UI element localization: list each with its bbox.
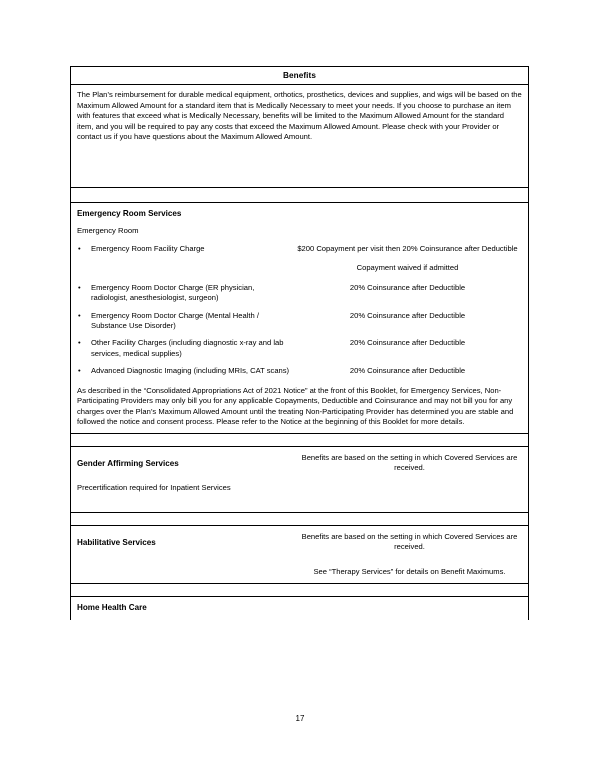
habilitative-benefit-extra: See “Therapy Services” for details on Benefit Maximums. xyxy=(313,566,506,576)
home-health-section-row xyxy=(71,597,529,621)
service-label: Emergency Room Facility Charge xyxy=(91,244,205,253)
emergency-room-sublabel: Emergency Room xyxy=(77,226,139,235)
habilitative-benefit: Benefits are based on the setting in which Covered Services are received. xyxy=(301,532,518,552)
benefit-value: $200 Copayment per visit then 20% Coinsurance after Deductible xyxy=(297,244,518,253)
benefit-value-wrap xyxy=(291,366,528,376)
benefit-row xyxy=(71,366,528,376)
gender-affirming-benefit: Benefits are based on the setting in which Covered Services are received. xyxy=(301,452,518,473)
emergency-room-section-row xyxy=(71,203,529,434)
habilitative-extra-row xyxy=(71,553,528,583)
dme-paragraph-cell xyxy=(71,85,529,188)
benefit-row xyxy=(71,311,528,332)
bullet-icon: • xyxy=(78,310,81,320)
benefit-value: 20% Coinsurance after Deductible xyxy=(349,366,466,376)
benefit-value-wrap xyxy=(291,283,528,304)
benefits-table xyxy=(70,66,529,620)
dme-paragraph-text: The Plan’s reimbursement for durable medical equipment, orthotics, prosthetics, devices and supplies, and wigs will be based on the Maximum Allowed Amount for a standard item that is Medically Necessary to meet your needs. If you choose to purchase an item with features that exceed what is Medically Necessary, benefits will be limited to the Maximum Allowed Amount for the standard item, and you will be required to pay any costs that exceed the Maximum Allowed Amount. Please check with your Provider or contact us if you have questions about the Maximum Allowed Amount. xyxy=(77,90,522,142)
spacer-row-3 xyxy=(71,513,529,526)
benefit-value: 20% Coinsurance after Deductible xyxy=(349,282,466,292)
benefits-header-label: Benefits xyxy=(282,71,317,80)
spacer-cell-3 xyxy=(71,513,529,526)
service-label: Other Facility Charges (including diagnostic x-ray and lab services, medical supplies) xyxy=(91,338,284,358)
service-label-empty xyxy=(91,263,291,273)
gender-affirming-title-wrap xyxy=(71,453,297,474)
benefit-row-extra xyxy=(71,263,528,273)
gender-affirming-header-row xyxy=(71,447,528,474)
emergency-room-section-cell xyxy=(71,203,529,434)
home-health-title: Home Health Care xyxy=(77,603,147,613)
emergency-room-title: Emergency Room Services xyxy=(77,209,182,218)
benefit-row xyxy=(71,283,528,304)
spacer-row-2 xyxy=(71,433,529,446)
benefit-row xyxy=(71,244,528,254)
benefit-value-wrap xyxy=(291,244,528,254)
habilitative-extra-left xyxy=(71,567,297,577)
bullet-icon: • xyxy=(78,244,81,253)
gender-affirming-section-cell xyxy=(71,446,529,512)
bullet-icon: • xyxy=(78,338,81,348)
service-label: Emergency Room Doctor Charge (Mental Health / Substance Use Disorder) xyxy=(91,310,259,331)
spacer-cell-2 xyxy=(71,433,529,446)
spacer-cell-1 xyxy=(71,188,529,203)
benefit-value: 20% Coinsurance after Deductible xyxy=(349,310,466,320)
habilitative-section-cell xyxy=(71,526,529,584)
habilitative-title-wrap xyxy=(71,532,297,553)
habilitative-section-row xyxy=(71,526,529,584)
bullet-icon: • xyxy=(78,282,81,292)
table-header-row xyxy=(71,67,529,85)
spacer-row-4 xyxy=(71,584,529,597)
service-label: Emergency Room Doctor Charge (ER physician, radiologist, anesthesiologist, surgeon) xyxy=(91,282,255,303)
emergency-room-note: As described in the “Consolidated Appropriations Act of 2021 Notice” at the front of this Booklet, for Emergency Services, Non-Participating Providers may only bill you for any applicable Copayments, Deductible and Coinsurance and may not bill you for any charges over the Plan’s Maximum Allowed Amount until the treating Non-Participating Provider has determined you are stable and followed the notice and consent process. Please refer to the Notice at the beginning of this Booklet for more details. xyxy=(77,385,514,427)
benefits-header-cell xyxy=(71,67,529,85)
page-number: 17 xyxy=(295,714,305,723)
gender-affirming-bottom-space xyxy=(71,503,528,512)
gender-affirming-note: Precertification required for Inpatient Services xyxy=(77,482,231,492)
service-label: Advanced Diagnostic Imaging (including MRIs, CAT scans) xyxy=(91,366,290,376)
gender-affirming-section-row xyxy=(71,446,529,512)
home-health-section-cell xyxy=(71,597,529,621)
benefit-row xyxy=(71,338,528,359)
bullet-icon: • xyxy=(78,366,81,376)
spacer-row-1 xyxy=(71,188,529,203)
gender-affirming-note-right xyxy=(297,483,528,493)
habilitative-title: Habilitative Services xyxy=(77,538,156,548)
gender-affirming-note-row xyxy=(71,474,528,503)
gender-affirming-title: Gender Affirming Services xyxy=(77,458,179,468)
benefit-value-wrap xyxy=(291,338,528,359)
dme-paragraph-row xyxy=(71,85,529,188)
benefit-value-wrap xyxy=(291,311,528,332)
spacer-cell-4 xyxy=(71,584,529,597)
bullet-spacer xyxy=(71,263,91,273)
benefit-value: 20% Coinsurance after Deductible xyxy=(349,338,466,348)
habilitative-header-row xyxy=(71,526,528,553)
benefit-extra-value: Copayment waived if admitted xyxy=(356,263,459,273)
benefit-extra-wrap xyxy=(291,263,528,273)
